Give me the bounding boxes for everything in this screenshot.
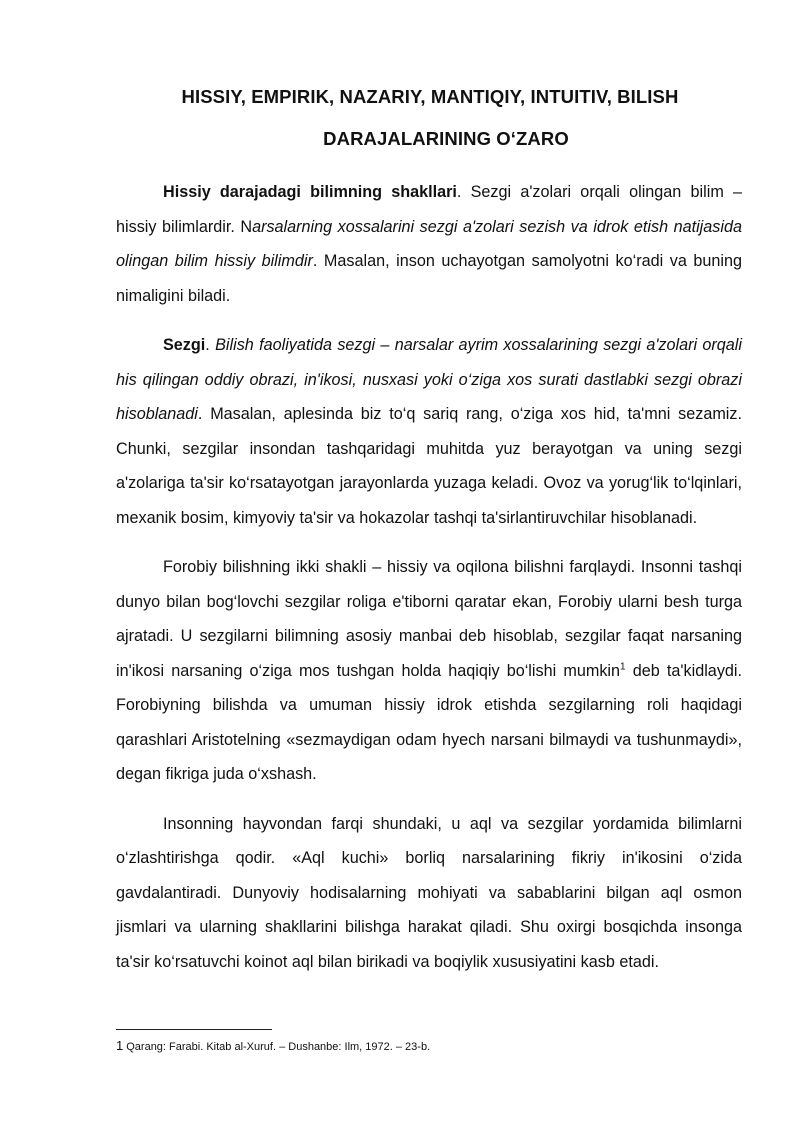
paragraph-text: Forobiy bilishning ikki shakli – hissiy va oqilona bilishni farqlaydi. Insonni tashqi dunyo bilan bog‘lovchi sezgilar roliga e'tiborni qaratar ekan, Forobiy ularni besh turga ajratadi. U sezgilarni bilimning asosiy manbai deb hisoblab, sezgilar faqat narsaning in'ikosi narsaning o‘ziga mos tushgan holda haqiqiy bo‘lishi mumkin — [116, 558, 742, 680]
paragraph-text: deb ta'kidlaydi. Forobiyning bilishda va umuman hissiy idrok etishda sezgilarning roli haqidagi qarashlari Aristotelning «sezmaydigan odam hyech narsani bilmaydi va tushunmaydi», degan fikriga juda o‘xshash. — [116, 661, 743, 783]
paragraph-farabi — [116, 550, 742, 792]
paragraph-text: . Masalan, aplesinda biz to‘q sariq rang, o‘ziga xos hid, ta'mni sezamiz. Chunki, sezgilar insondan tashqaridagi muhitda yuz berayotgan va uning sezgi a'zolariga ta'sir ko‘rsatayotgan jarayonlarda yuzaga keladi. Ovoz va yorug‘lik to‘lqinlari, mexanik bosim, kimyoviy ta'sir va hokazolar tashqi ta'sirlantiruvchilar hisoblanadi. — [116, 405, 742, 527]
paragraph-text: Insonning hayvondan farqi shundaki, u aql va sezgilar yordamida bilimlarni o‘zlashtirishga qodir. «Aql kuchi» borliq narsalarining fikriy in'ikosini o‘zida gavdalantiradi. Dunyoviy hodisalarning mohiyati va sabablarini bilgan aql osmon jismlari va ularning shakllarini bilishga harakat qiladi. Shu oxirgi bosqichda insonga ta'sir ko‘rsatuvchi koinot aql bilan birikadi va boqiylik xususiyatini kasb etadi. — [116, 814, 742, 971]
footnote-text: Qarang: Farabi. Kitab al-Xuruf. – Dushanbe: Ilm, 1972. – 23-b. — [126, 1041, 431, 1053]
title-line-2: DARAJALARINING O‘ZARO — [323, 128, 569, 149]
paragraph-sensation — [116, 328, 742, 535]
title-line-1: HISSIY, EMPIRIK, NAZARIY, MANTIQIY, INTUITIV, BILISH — [181, 86, 679, 107]
page-title — [150, 76, 710, 160]
paragraph-text: . Masalan, inson uchayotgan samolyotni ko‘radi va buning nimaligini biladi. — [116, 252, 742, 305]
body-text — [116, 175, 742, 994]
paragraph-text: . — [205, 336, 216, 354]
paragraph-sensory-knowledge — [116, 175, 742, 313]
paragraph-human-reason — [116, 807, 742, 980]
paragraph-lead-bold: Hissiy darajadagi bilimning shakllari — [163, 183, 457, 201]
paragraph-text: . Sezgi a'zolari orqali olingan bilim – hissiy bilimlardir. N — [116, 183, 743, 236]
footnote-number: 1 — [116, 1038, 124, 1053]
footnote-separator — [116, 1029, 272, 1030]
footnote — [116, 1038, 430, 1055]
footnote-reference[interactable]: 1 — [620, 661, 626, 673]
paragraph-italic-text: arsalarning xossalarini sezgi a'zolari sezish va idrok etish natijasida olingan bilim hissiy bilimdir — [116, 217, 742, 270]
paragraph-lead-bold: Sezgi — [163, 336, 206, 354]
paragraph-italic-text: Bilish faoliyatida sezgi – narsalar ayrim xossalarining sezgi a'zolari orqali his qilingan oddiy obrazi, in'ikosi, nusxasi yoki o‘ziga xos surati dastlabki sezgi obrazi hisoblanadi — [116, 336, 743, 423]
